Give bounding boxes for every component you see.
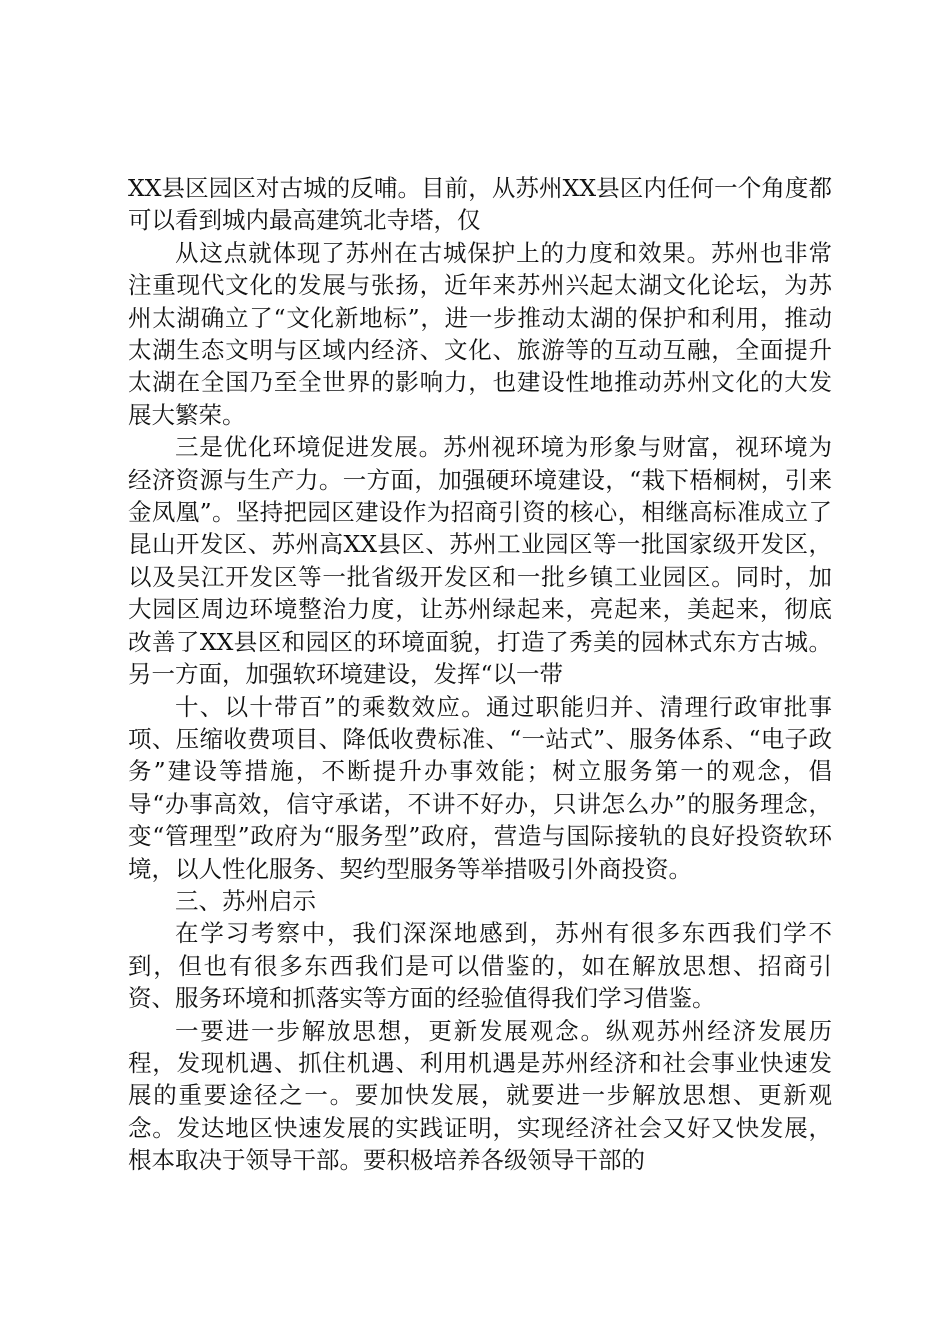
section-heading: 三、苏州启示	[175, 886, 316, 915]
paragraph-4: 十、以十带百”的乘数效应。通过职能归并、清理行政审批事项、压缩收费项目、降低收费标准、“一站式”、服务体系、“电子政务”建设等措施，不断提升办事效能；树立服务第一的观念，倡导“办事高效，信守承诺，不讲不好办，只讲怎么办”的服务理念，变“管理型”政府为“服务型”政府，营造与国际接轨的良好投资软环境，以人性化服务、契约型服务等举措吸引外商投资。	[128, 692, 832, 883]
paragraph-2: 从这点就体现了苏州在古城保护上的力度和效果。苏州也非常注重现代文化的发展与张扬，近年来苏州兴起太湖文化论坛，为苏州太湖确立了“文化新地标”，进一步推动太湖的保护和利用，推动太湖生态文明与区域内经济、文化、旅游等的互动互融，全面提升太湖在全国乃至全世界的影响力，也建设性地推动苏州文化的大发展大繁荣。	[128, 238, 832, 429]
paragraph-6: 一要进一步解放思想，更新发展观念。纵观苏州经济发展历程，发现机遇、抓住机遇、利用机遇是苏州经济和社会事业快速发展的重要途径之一。要加快发展，就要进一步解放思想、更新观念。发达地区快速发展的实践证明，实现经济社会又好又快发展，根本取决于领导干部。要积极培养各级领导干部的	[128, 1016, 832, 1175]
paragraph-3: 三是优化环境促进发展。苏州视环境为形象与财富，视环境为经济资源与生产力。一方面，加强硬环境建设，“栽下梧桐树，引来金凤凰”。坚持把园区建设作为招商引资的核心，相继高标准成立了昆山开发区、苏州高XX县区、苏州工业园区等一批国家级开发区，以及吴江开发区等一批省级开发区和一批乡镇工业园区。同时，加大园区周边环境整治力度，让苏州绿起来，亮起来，美起来，彻底改善了XX县区和园区的环境面貌，打造了秀美的园林式东方古城。另一方面，加强软环境建设，发挥“以一带	[128, 433, 832, 689]
document-body	[128, 172, 832, 1177]
paragraph-1: XX县区园区对古城的反哺。目前，从苏州XX县区内任何一个角度都可以看到城内最高建筑北寺塔，仅	[128, 174, 832, 235]
paragraph-5: 在学习考察中，我们深深地感到，苏州有很多东西我们学不到，但也有很多东西我们是可以借鉴的，如在解放思想、招商引资、服务环境和抓落实等方面的经验值得我们学习借鉴。	[128, 919, 832, 1013]
